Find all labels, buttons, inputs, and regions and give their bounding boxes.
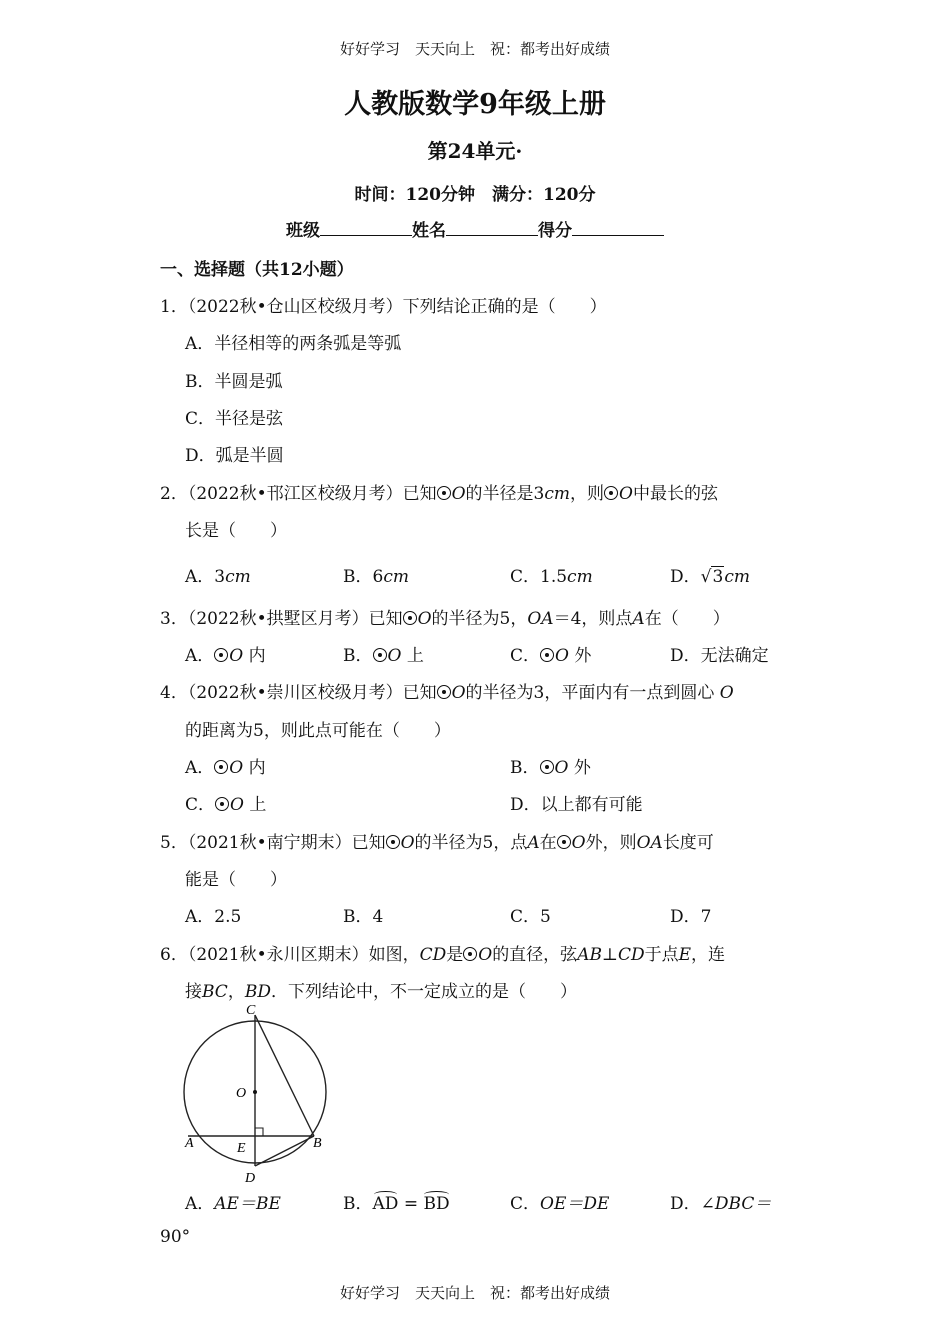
q4-option-a: A． O 内 xyxy=(185,758,266,778)
label-a: A xyxy=(185,1136,194,1151)
circle-dot-symbol xyxy=(437,685,451,699)
q5-option-a: A．2.5 xyxy=(185,907,242,927)
label-b: B xyxy=(313,1136,322,1151)
arc-ad: AD xyxy=(372,1194,399,1214)
q5-option-b: B．4 xyxy=(343,907,384,927)
q3-option-a: A． O 内 xyxy=(185,646,266,666)
q5-option-d: D．7 xyxy=(670,907,712,927)
label-o: O xyxy=(236,1086,247,1101)
q6-option-c: C．OE＝DE xyxy=(510,1194,610,1214)
q6-stem: 6．（2021秋•永川区期末）如图，CD是 O的直径，弦AB⊥CD于点E，连 xyxy=(160,945,726,965)
segment-bd xyxy=(255,1136,314,1166)
q1-option-d: D．弧是半圆 xyxy=(185,446,284,466)
q4-option-b: B． O 外 xyxy=(510,758,591,778)
class-label: 班级 xyxy=(286,221,320,241)
student-fields xyxy=(0,216,950,241)
q6-option-a: A．AE＝BE xyxy=(185,1194,281,1214)
q4-stem: 4．（2022秋•崇川区校级月考）已知 O的半径为3，平面内有一点到圆心 O xyxy=(160,683,734,703)
q1-option-a: A．半径相等的两条弧是等弧 xyxy=(185,334,402,354)
unit-title: 第24单元· xyxy=(427,139,523,163)
q4-option-c: C． O 上 xyxy=(185,795,267,815)
q6-stem-line2: 接BC，BD．下列结论中，不一定成立的是（ ） xyxy=(185,982,577,1002)
q6-circle-figure xyxy=(175,1002,335,1187)
q2-option-a: A．3cm xyxy=(185,567,251,587)
center-point-o xyxy=(253,1090,257,1094)
circle-dot-symbol xyxy=(403,611,417,625)
q2-option-d: D．√3cm xyxy=(670,567,750,587)
q5-stem: 5．（2021秋•南宁期末）已知 O的半径为5，点A在 O外，则OA长度可 xyxy=(160,833,714,853)
circle-dot-symbol xyxy=(604,486,618,500)
q1-option-b: B．半圆是弧 xyxy=(185,372,283,392)
q2-stem-line2: 长是（ ） xyxy=(185,521,287,541)
arc-bd: BD xyxy=(423,1194,450,1214)
q4-stem-line2: 的距离为5，则此点可能在（ ） xyxy=(185,721,451,741)
score-label: 得分 xyxy=(538,221,572,241)
time-score: 时间：120分钟 满分：120分 xyxy=(354,185,596,205)
circle-dot-symbol xyxy=(557,835,571,849)
q6-option-d: D．∠DBC＝ xyxy=(670,1194,772,1214)
q2-stem: 2．（2022秋•邗江区校级月考）已知 O的半径是3cm，则 O中最长的弦 xyxy=(160,484,718,504)
name-blank[interactable] xyxy=(446,217,538,236)
circle-dot-symbol xyxy=(437,486,451,500)
q5-stem-line2: 能是（ ） xyxy=(185,870,287,890)
label-c: C xyxy=(246,1003,256,1018)
q2-option-c: C．1.5cm xyxy=(510,567,593,587)
name-label: 姓名 xyxy=(412,221,446,241)
sqrt-symbol: √3 xyxy=(700,567,724,587)
class-blank[interactable] xyxy=(320,217,412,236)
q3-stem: 3．（2022秋•拱墅区月考）已知 O的半径为5，OA＝4，则点A在（ ） xyxy=(160,609,730,629)
circle-dot-symbol xyxy=(386,835,400,849)
right-angle-mark xyxy=(255,1128,263,1136)
q5-option-c: C．5 xyxy=(510,907,551,927)
q3-option-d: D．无法确定 xyxy=(670,646,769,666)
q6-option-d-tail: 90° xyxy=(160,1227,191,1247)
q1-stem: 1．（2022秋•仓山区校级月考）下列结论正确的是（ ） xyxy=(160,297,607,317)
q3-option-b: B． O 上 xyxy=(343,646,424,666)
q1-option-c: C．半径是弦 xyxy=(185,409,284,429)
page-title: 人教版数学9年级上册 xyxy=(344,89,606,120)
label-d: D xyxy=(245,1171,256,1186)
q3-option-c: C． O 外 xyxy=(510,646,592,666)
score-blank[interactable] xyxy=(572,217,664,236)
page-footer: 好好学习 天天向上 祝：都考出好成绩 xyxy=(339,1284,610,1302)
circle-dot-symbol xyxy=(463,947,477,961)
page-header: 好好学习 天天向上 祝：都考出好成绩 xyxy=(339,40,610,58)
q4-option-d: D．以上都有可能 xyxy=(510,795,643,815)
q2-option-b: B．6cm xyxy=(343,567,409,587)
label-e: E xyxy=(237,1141,246,1156)
segment-bc xyxy=(255,1015,314,1136)
q6-option-b: B．AD = BD xyxy=(343,1194,450,1214)
section-heading: 一、选择题（共12小题） xyxy=(160,260,354,280)
